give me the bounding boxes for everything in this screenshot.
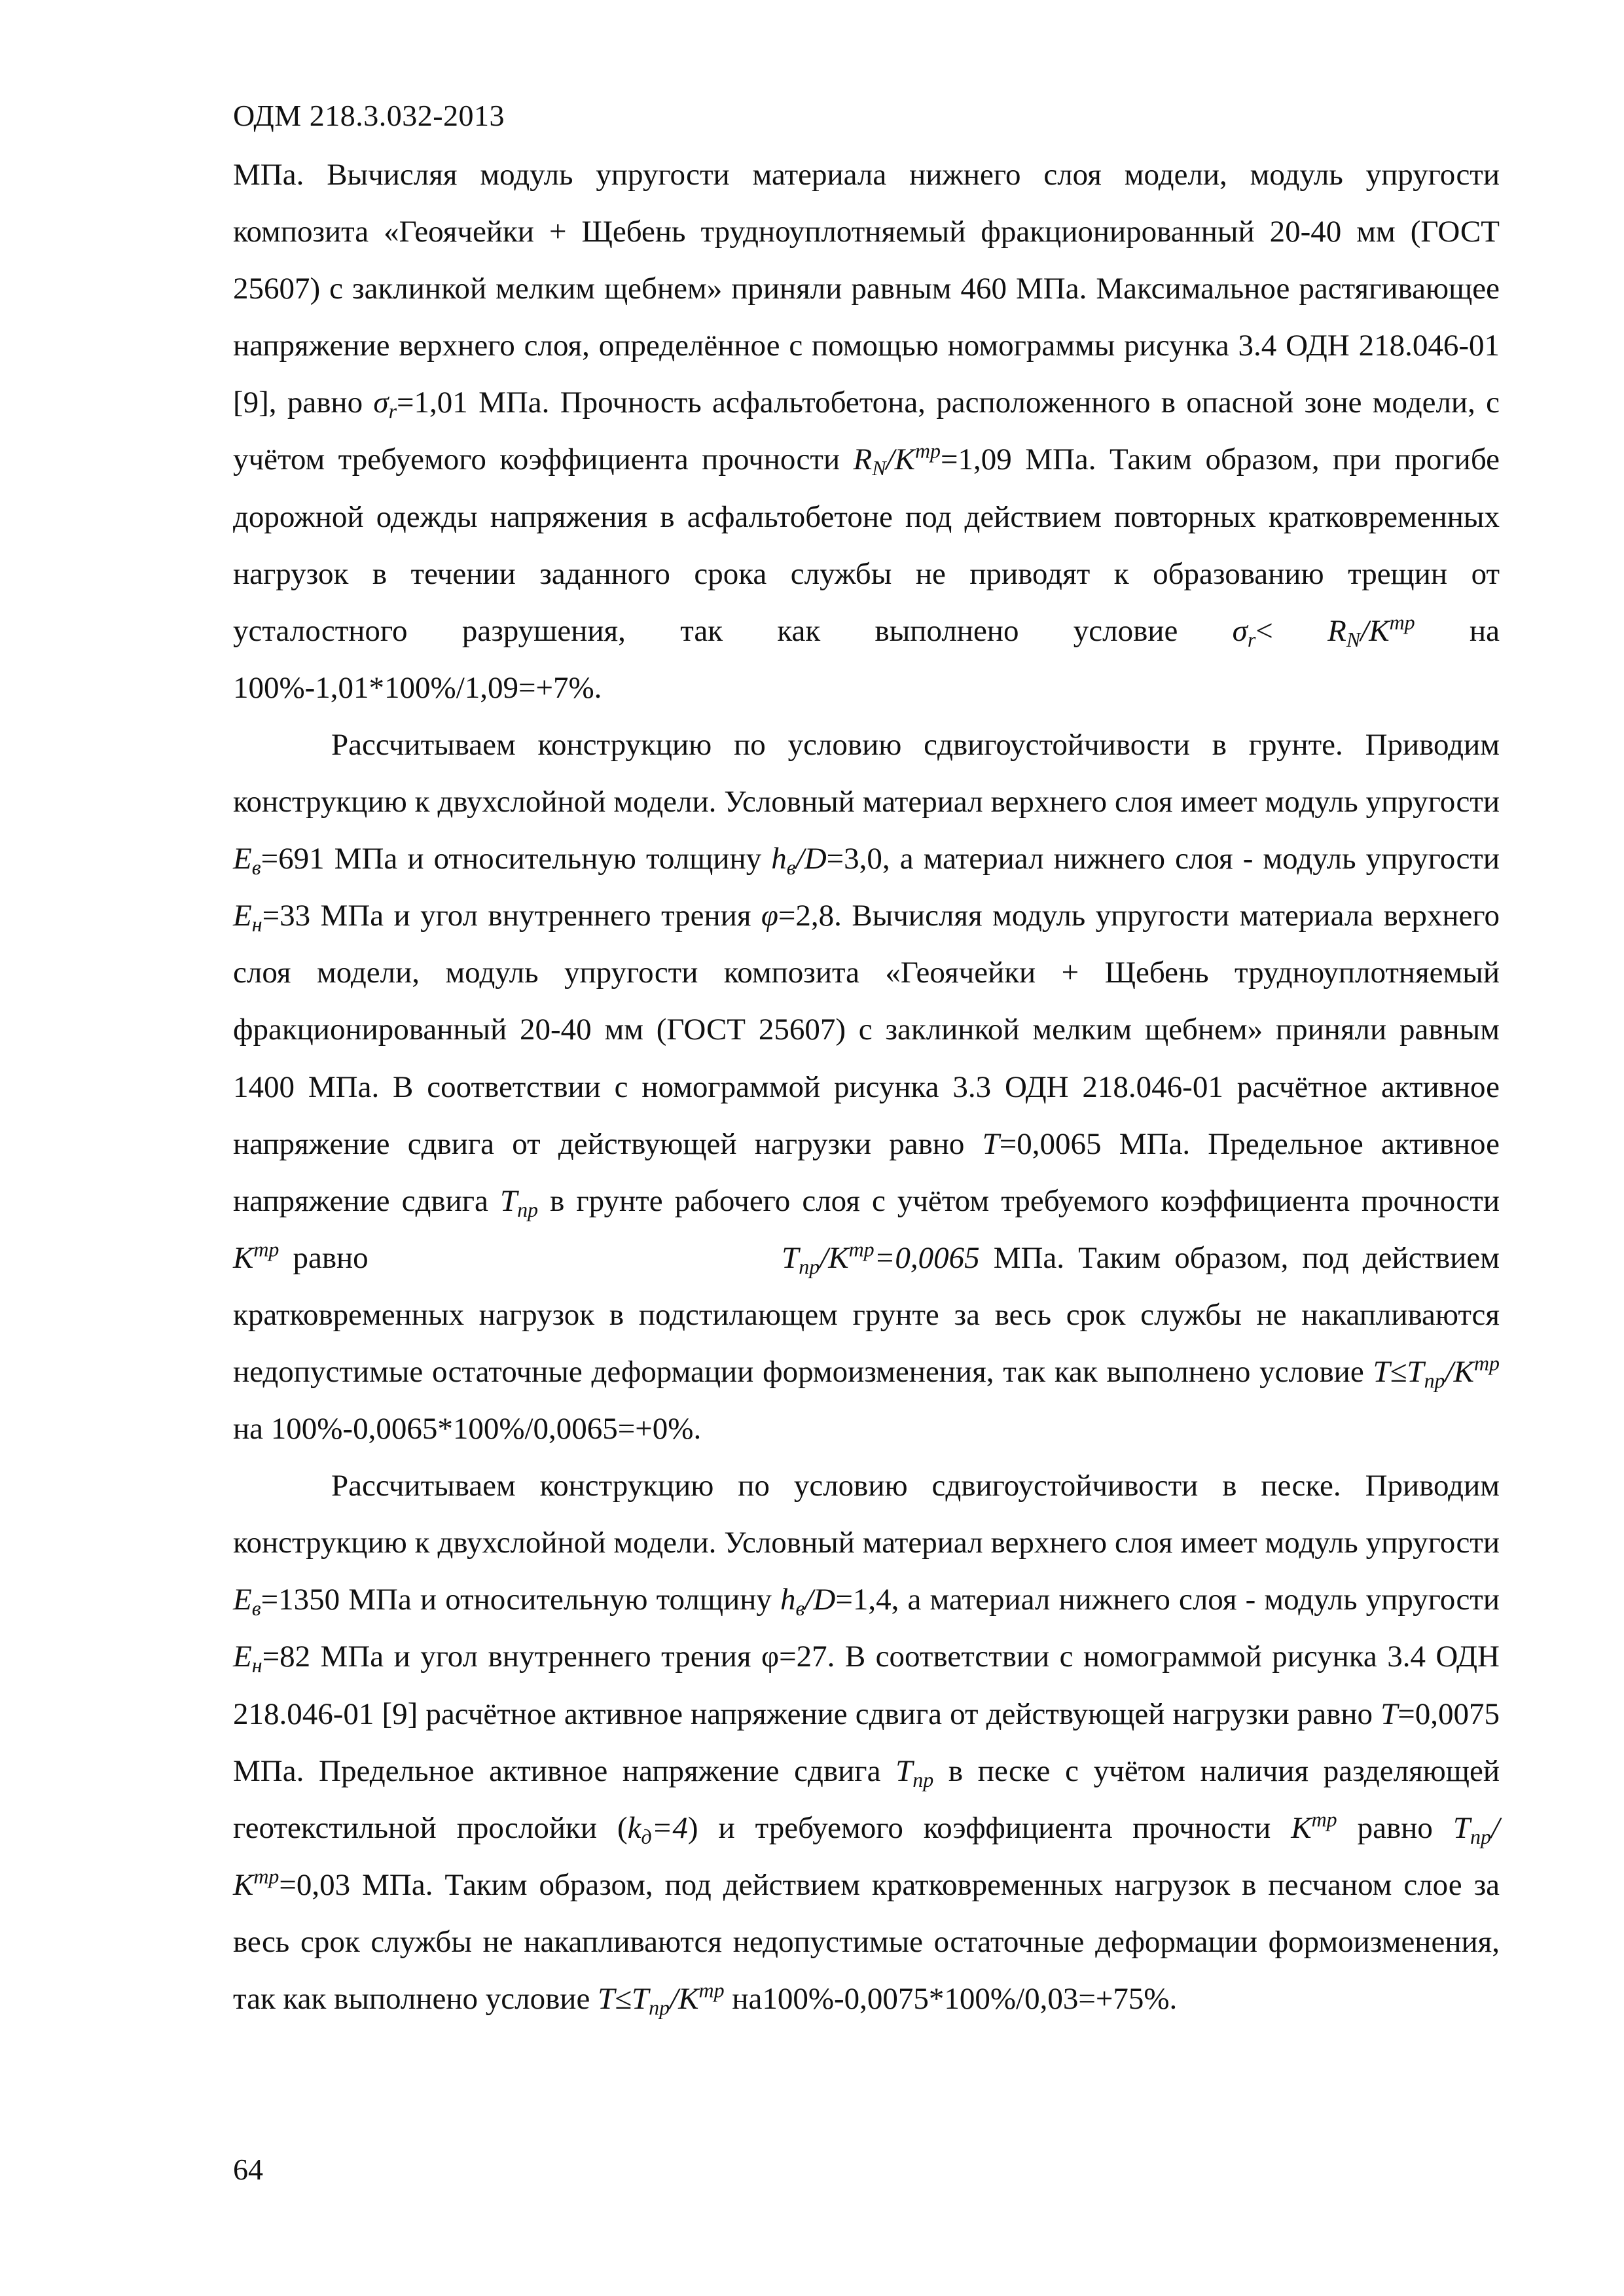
- symbol-text: h: [780, 1583, 796, 1617]
- symbol-ev: [233, 842, 261, 880]
- symbol-rn-ktr: [853, 439, 941, 480]
- subscript: N: [872, 457, 886, 480]
- symbol-ev: [233, 1583, 261, 1621]
- symbol-text: /K: [886, 442, 915, 477]
- text: =1,01 МПа. Прочность асфальтобетона, расположенного в опасной зоне модели, с учётом требуемого коэффициента прочности: [233, 386, 1500, 477]
- symbol-text: k: [627, 1810, 641, 1845]
- symbol-ktr: [233, 1238, 280, 1275]
- condition-rn-ktr: [1327, 611, 1415, 651]
- symbol-text: E: [233, 1640, 252, 1674]
- symbol-text: T: [1453, 1810, 1470, 1845]
- text: МПа. Вычисляя модуль упругости материала нижнего слоя модели, модуль упругости композита «Геоячейки + Щебень трудноуплотняемый фракционированный 20-40 мм (ГОСТ 25607) с заклинкой мелким щебнем» приняли равным 460 МПа. Максимальное растягивающее напряжение верхнего слоя, определённое с помощью номограммы рисунка 3.4 ОДН 218.046-01 [9], равно: [233, 158, 1500, 420]
- paragraph-shear-soil: [233, 717, 1500, 1458]
- text: на 100%-0,0065*100%/0,0065=+0%.: [233, 1412, 702, 1446]
- symbol-text: T≤T: [1373, 1354, 1424, 1389]
- superscript: тр: [1311, 1808, 1337, 1831]
- symbol-text: / K: [233, 1810, 1500, 1902]
- text: =1,4, а материал нижнего слоя - модуль упругости: [835, 1583, 1500, 1617]
- symbol-text: R: [1327, 613, 1346, 648]
- superscript: тр: [1389, 611, 1415, 634]
- subscript: н: [251, 1654, 262, 1677]
- symbol-text: E: [233, 1583, 252, 1617]
- symbol-text: h: [771, 842, 787, 876]
- text: =2,8. Вычисляя модуль упругости материала верхнего слоя модели, модуль упругости композита «Геоячейки + Щебень трудноуплотняемый фракционированный 20-40 мм (ГОСТ 25607) с заклинкой мелким щебнем» приняли равным 1400 МПа. В соответствии с номограммой рисунка 3.3 ОДН 218.046-01 расчётное активное напряжение сдвига от действующей нагрузки равно: [233, 899, 1500, 1161]
- symbol-text: R: [853, 442, 873, 477]
- symbol-text: T: [782, 1240, 799, 1275]
- symbol-en: [233, 899, 262, 937]
- spacing: [382, 1241, 782, 1275]
- symbol-text: T≤T: [598, 1982, 649, 2016]
- condition-sigma: [1232, 613, 1256, 651]
- subscript: пр: [1470, 1825, 1491, 1848]
- subscript: пр: [1424, 1369, 1445, 1392]
- symbol-text: σ: [1232, 613, 1248, 648]
- text: Рассчитываем конструкцию по условию сдвигоустойчивости в грунте. Приводим конструкцию к двухслойной модели. Условный материал верхнего слоя имеет модуль упругости: [233, 727, 1500, 819]
- subscript: в: [251, 1597, 261, 1621]
- subscript: в: [251, 856, 261, 880]
- text: равно: [1337, 1810, 1453, 1845]
- subscript: пр: [517, 1198, 539, 1221]
- subscript: N: [1346, 628, 1361, 651]
- symbol-tpr: [499, 1183, 539, 1221]
- paragraph-asphalt-strength: [233, 147, 1500, 717]
- symbol-value: =4: [651, 1810, 688, 1845]
- paragraph-shear-sand: [233, 1458, 1500, 2028]
- superscript: тр: [698, 1979, 725, 2002]
- condition-t-tpr-ktr: [1373, 1352, 1500, 1392]
- text: в грунте рабочего слоя с учётом требуемого коэффициента прочности: [538, 1183, 1500, 1218]
- text: МПа. Таким образом, под действием кратковременных нагрузок в подстилающем грунте за весь срок службы не накапливаются недопустимые остаточные деформации формоизменения, так как выполнено условие: [233, 1240, 1500, 1389]
- subscript: н: [251, 913, 262, 937]
- text: ) и требуемого коэффициента прочности: [687, 1810, 1291, 1845]
- superscript: тр: [914, 439, 941, 463]
- symbol-t: T: [1380, 1696, 1398, 1731]
- symbol-phi: φ: [761, 899, 778, 933]
- superscript: тр: [253, 1238, 280, 1261]
- text: равно: [279, 1240, 382, 1275]
- symbol-tpr: [895, 1753, 934, 1791]
- symbol-text: /K: [1360, 613, 1390, 648]
- text: =691 МПа и относительную толщину: [261, 842, 772, 876]
- symbol-text: E: [233, 842, 252, 876]
- symbol-text: /K: [670, 1982, 699, 2016]
- symbol-hv-d: [780, 1583, 836, 1621]
- text: =0,0065 МПа. Предельное активное напряжение сдвига: [233, 1126, 1500, 1218]
- symbol-sigma: [373, 386, 397, 423]
- text: =0,0075 МПа. Предельное активное напряжение сдвига: [233, 1696, 1500, 1788]
- subscript: пр: [912, 1768, 934, 1791]
- symbol-text: E: [233, 899, 252, 933]
- superscript: тр: [848, 1238, 875, 1261]
- subscript: в: [786, 856, 796, 880]
- subscript: r: [388, 400, 397, 423]
- document-code-header: ОДМ 218.3.032-2013: [233, 99, 505, 132]
- subscript: в: [795, 1597, 805, 1621]
- text: =1350 МПа и относительную толщину: [261, 1583, 780, 1617]
- symbol-kd: [627, 1810, 688, 1848]
- text: =3,0, а материал нижнего слоя - модуль упругости: [826, 842, 1500, 876]
- symbol-text: K: [1291, 1810, 1312, 1845]
- symbol-text: /K: [820, 1240, 849, 1275]
- subscript: пр: [799, 1255, 820, 1278]
- subscript: д: [641, 1825, 652, 1848]
- text: Рассчитываем конструкцию по условию сдвигоустойчивости в песке. Приводим конструкцию к двухслойной модели. Условный материал верхнего слоя имеет модуль упругости: [233, 1469, 1500, 1560]
- text: =1,09 МПа. Таким образом, при прогибе дорожной одежды напряжения в асфальтобетоне под действием повторных кратковременных нагрузок в течении заданного срока службы не приводят к образованию трещин от усталостного разрушения, так как выполнено условие: [233, 442, 1500, 648]
- text: =33 МПа и угол внутреннего трения: [262, 899, 761, 933]
- condition-t-tpr-ktr: [598, 1979, 725, 2019]
- body-text: [233, 147, 1500, 2028]
- symbol-en: [233, 1640, 262, 1677]
- symbol-tpr-ktr: [782, 1238, 980, 1278]
- superscript: тр: [1473, 1352, 1500, 1375]
- text: =0,03 МПа. Таким образом, под действием кратковременных нагрузок в песчаном слое за весь срок службы не накапливаются недопустимые остаточные деформации формоизменения, так как выполнено условие: [233, 1867, 1500, 2016]
- symbol-text: /D: [804, 1583, 836, 1617]
- symbol-ktr: [1291, 1808, 1337, 1845]
- symbol-hv-d: [771, 842, 827, 880]
- symbol-value: =0,0065: [874, 1240, 980, 1275]
- text: в песке с учётом наличия разделяющей геотекстильной прослойки (: [233, 1753, 1500, 1845]
- symbol-text: T: [895, 1753, 913, 1788]
- text: на100%-0,0075*100%/0,03=+75%.: [724, 1982, 1178, 2016]
- text: на 100%-1,01*100%/1,09=+7%.: [233, 613, 1500, 705]
- symbol-text: K: [233, 1240, 254, 1275]
- text: <: [1255, 613, 1328, 648]
- text: =82 МПа и угол внутреннего трения φ=27. В соответствии с номограммой рисунка 3.4 ОДН 218.046-01 [9] расчётное активное напряжение сдвига от действующей нагрузки равно: [233, 1640, 1500, 1731]
- superscript: тр: [253, 1865, 280, 1888]
- page-number: 64: [233, 2153, 263, 2186]
- subscript: пр: [649, 1996, 670, 2019]
- symbol-text: T: [499, 1183, 518, 1218]
- subscript: r: [1247, 628, 1256, 651]
- symbol-text: /K: [1445, 1354, 1474, 1389]
- symbol-text: σ: [373, 386, 389, 420]
- symbol-t: T: [982, 1126, 1000, 1161]
- symbol-text: /D: [795, 842, 827, 876]
